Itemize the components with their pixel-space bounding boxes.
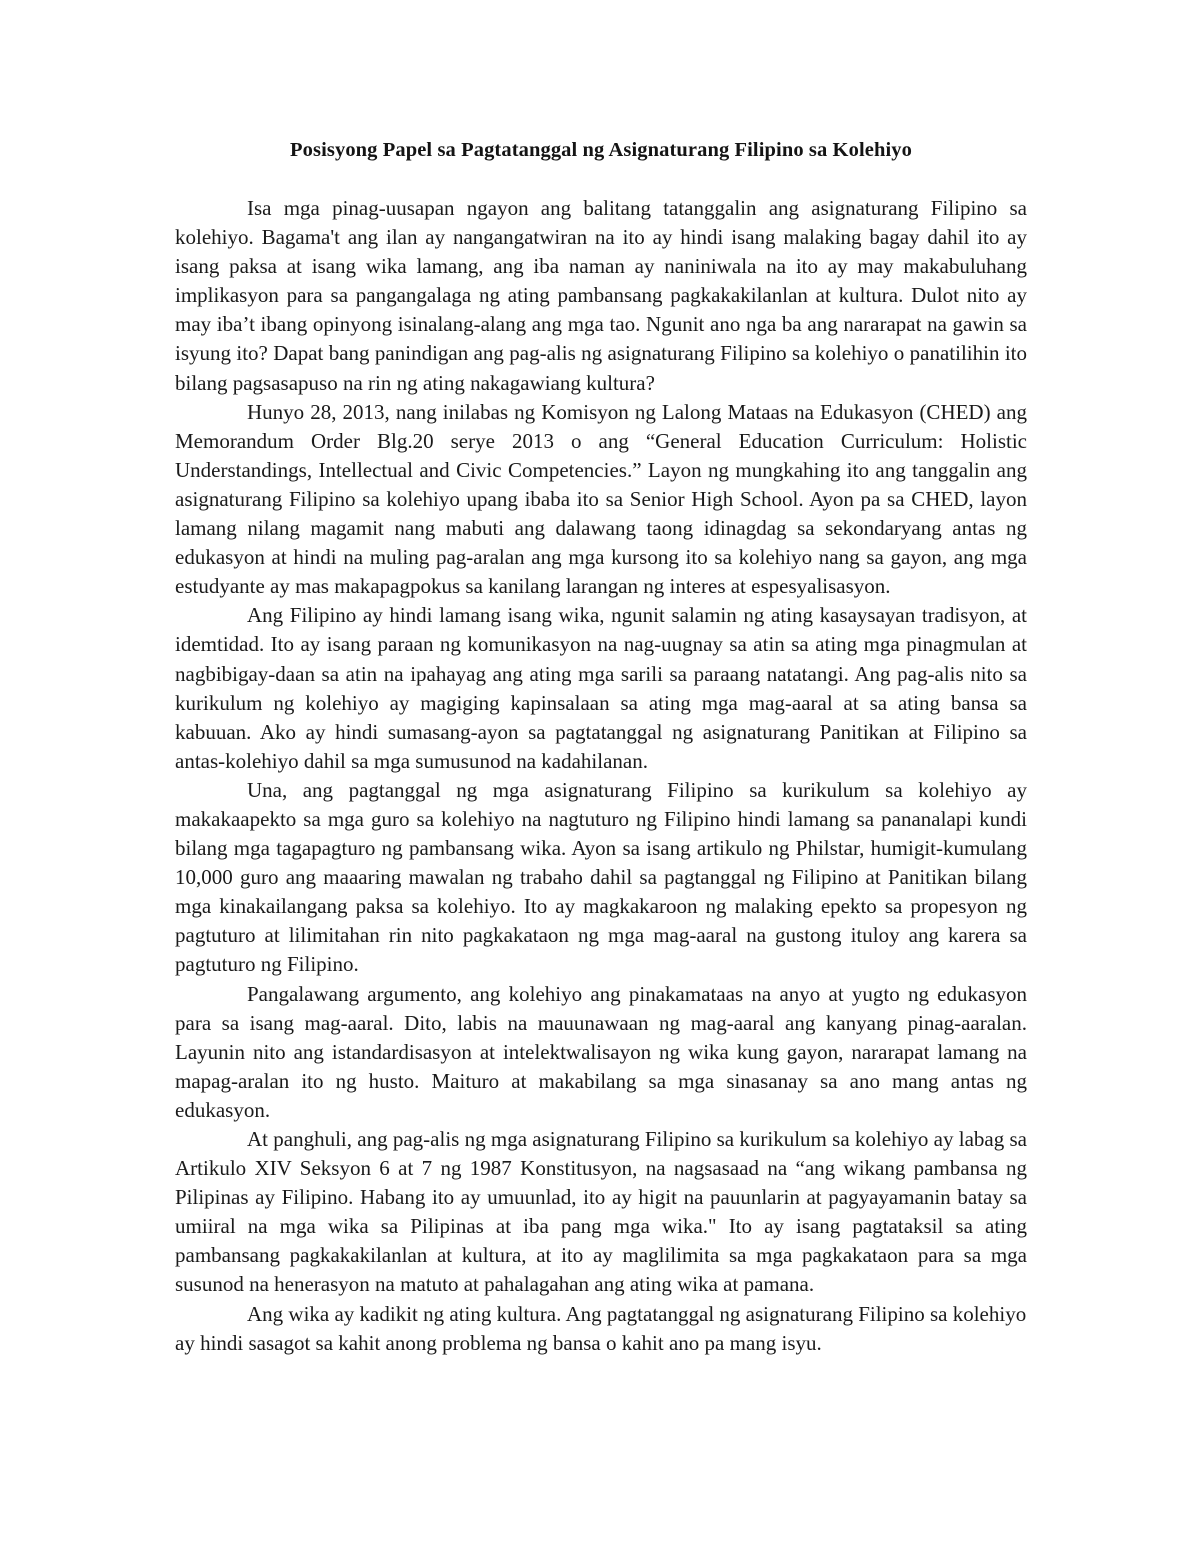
paragraph-list <box>175 194 1027 1358</box>
document-body <box>175 136 1027 1358</box>
document-title: Posisyong Papel sa Pagtatanggal ng Asignaturang Filipino sa Kolehiyo <box>290 139 912 161</box>
paragraph-1: Isa mga pinag-uusapan ngayon ang balitang tatanggalin ang asignaturang Filipino sa kolehiyo. Bagama't ang ilan ay nangangatwiran na ito ay hindi isang malaking bagay dahil ito ay isang paksa at isang wika lamang, ang iba naman ay naniniwala na ito ay may makabuluhang implikasyon para sa pangangalaga ng ating pambansang pagkakakilanlan at kultura. Dulot nito ay may iba’t ibang opinyong isinalang-alang ang mga tao. Ngunit ano nga ba ang nararapat na gawin sa isyung ito? Dapat bang panindigan ang pag-alis ng asignaturang Filipino sa kolehiyo o panatilihin ito bilang pagsasapuso na rin ng ating nakagawiang kultura? <box>175 196 1027 395</box>
paragraph-2: Hunyo 28, 2013, nang inilabas ng Komisyon ng Lalong Mataas na Edukasyon (CHED) ang Memorandum Order Blg.20 serye 2013 o ang “General Education Curriculum: Holistic Understandings, Intellectual and Civic Competencies.” Layon ng mungkahing ito ang tanggalin ang asignaturang Filipino sa kolehiyo upang ibaba ito sa Senior High School. Ayon pa sa CHED, layon lamang nilang magamit nang mabuti ang dalawang taong idinagdag sa sekondaryang antas ng edukasyon at hindi na muling pag-aralan ang mga kursong ito sa kolehiyo nang sa gayon, ang mga estudyante ay mas makapagpokus sa kanilang larangan ng interes at espesyalisasyon. <box>175 399 1027 599</box>
paragraph-7: Ang wika ay kadikit ng ating kultura. Ang pagtatanggal ng asignaturang Filipino sa kolehiyo ay hindi sasagot sa kahit anong problema ng bansa o kahit ano pa mang isyu. <box>175 1301 1027 1355</box>
title-spacer <box>175 164 1027 194</box>
paragraph-3: Ang Filipino ay hindi lamang isang wika, ngunit salamin ng ating kasaysayan tradisyon, at idemtidad. Ito ay isang paraan ng komunikasyon na nag-uugnay sa atin sa ating mga pinagmulan at nagbibigay-daan sa atin na ipahayag ang ating mga sarili sa paraang natatangi. Ang pag-alis nito sa kurikulum ng kolehiyo ay magiging kapinsalaan sa ating mga mag-aaral at sa ating bansa sa kabuuan. Ako ay hindi sumasang-ayon sa pagtatanggal ng asignaturang Panitikan at Filipino sa antas-kolehiyo dahil sa mga sumusunod na kadahilanan. <box>175 603 1027 773</box>
paragraph-5: Pangalawang argumento, ang kolehiyo ang pinakamataas na anyo at yugto ng edukasyon para sa isang mag-aaral. Dito, labis na mauunawaan ng mag-aaral ang kanyang pinag-aaralan. Layunin nito ang istandardisasyon at intelektwalisayon ng wika kung gayon, nararapat lamang na mapag-aralan ito ng husto. Maituro at makabilang sa mga sinasanay sa ano mang antas ng edukasyon. <box>175 981 1027 1122</box>
paragraph-4: Una, ang pagtanggal ng mga asignaturang Filipino sa kurikulum sa kolehiyo ay makakaapekto sa mga guro sa kolehiyo na nagtuturo ng Filipino hindi lamang sa pananalapi kundi bilang mga tagapagturo ng pambansang wika. Ayon sa isang artikulo ng Philstar, humigit-kumulang 10,000 guro ang maaaring mawalan ng trabaho dahil sa pagtanggal ng Filipino at Panitikan bilang mga kinakailangang paksa sa kolehiyo. Ito ay magkakaroon ng malaking epekto sa propesyon ng pagtuturo at lilimitahan rin nito pagkakataon ng mga mag-aaral na gustong ituloy ang karera sa pagtuturo ng Filipino. <box>175 777 1027 977</box>
paragraph-6: At panghuli, ang pag-alis ng mga asignaturang Filipino sa kurikulum sa kolehiyo ay labag sa Artikulo XIV Seksyon 6 at 7 ng 1987 Konstitusyon, na nagsasaad na “ang wikang pambansa ng Pilipinas ay Filipino. Habang ito ay umuunlad, ito ay higit na pauunlarin at pagyayamanin batay sa umiiral na mga wika sa Pilipinas at iba pang mga wika." Ito ay isang pagtataksil sa ating pambansang pagkakakilanlan at kultura, at ito ay maglilimita sa mga pagkakataon para sa mga susunod na henerasyon na matuto at pahalagahan ang ating wika at pamana. <box>175 1127 1027 1297</box>
